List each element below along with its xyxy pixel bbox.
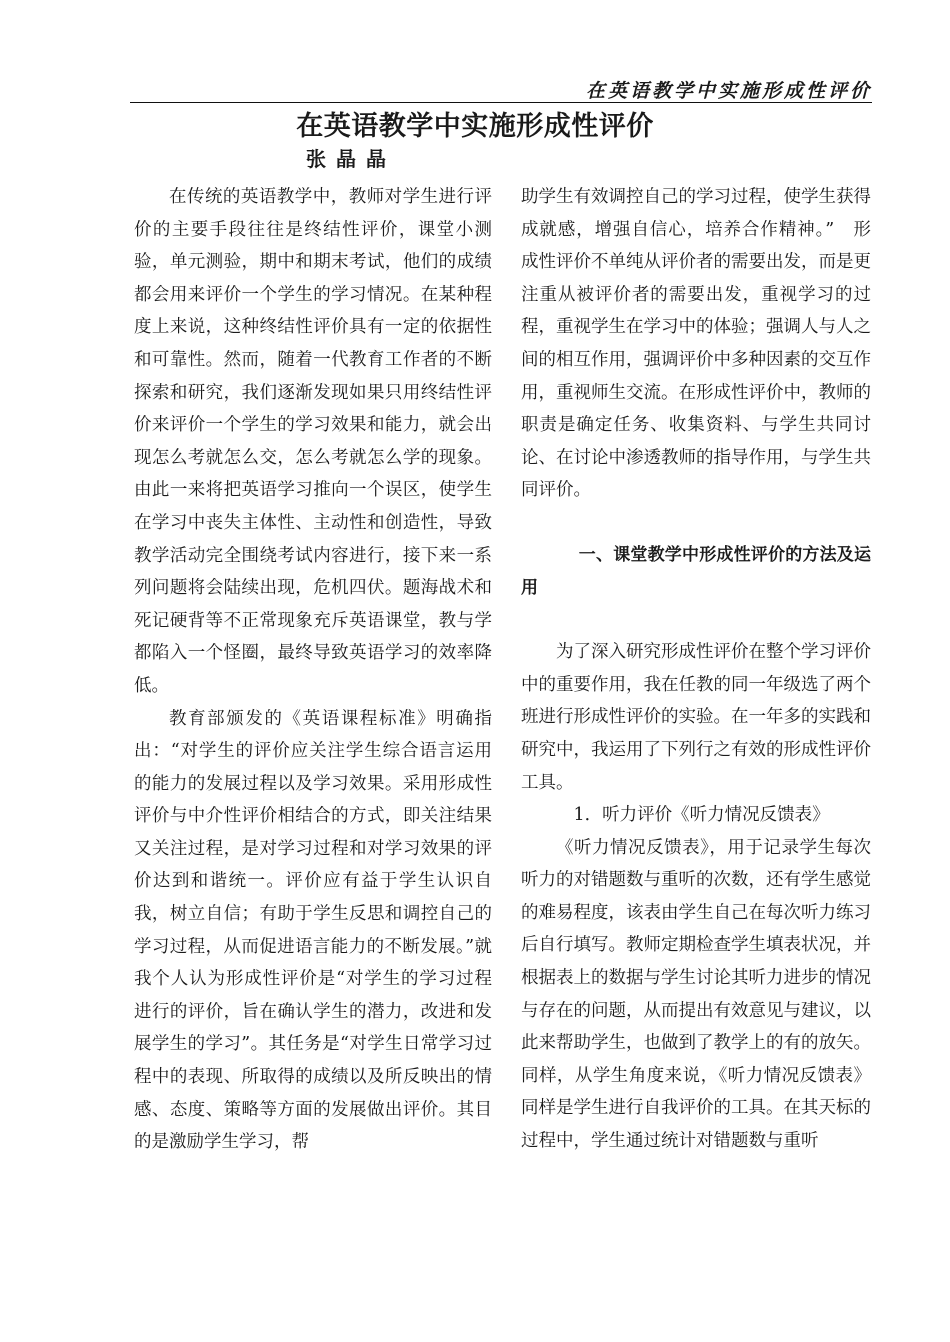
right-column: [521, 181, 871, 1158]
paragraph: 教育部颁发的《英语课程标准》明确指出：“对学生的评价应关注学生综合语言运用的能力的发展过程以及学习效果。采用形成性评价与中介性评价相结合的方式，即关注结果又关注过程，是对学习过程和对学习效果的评价达到和谐统一。评价应有益于学生认识自我，树立自信；有助于学生反思和调控自己的学习过程，从而促进语言能力的不断发展。”就我个人认为形成性评价是“对学生的学习过程进行的评价，旨在确认学生的潜力，改进和发展学生的学习”。其任务是“对学生日常学习过程中的表现、所取得的成绩以及所反映出的情感、态度、策略等方面的发展做出评价。其目的是激励学生学习，帮: [134, 708, 492, 1153]
list-item-heading: 1．听力评价《听力情况反馈表》: [573, 805, 830, 826]
running-header: 在英语教学中实施形成性评价: [585, 80, 872, 102]
article-title: 在英语教学中实施形成性评价: [296, 111, 654, 142]
paragraph: 《听力情况反馈表》，用于记录学生每次听力的对错题数与重听的次数，还有学生感觉的难易程度，该表由学生自己在每次听力练习后自行填写。教师定期检查学生填表状况，并根据表上的数据与学生讨论其听力进步的情况与存在的问题，从而提出有效意见与建议，以此来帮助学生，也做到了教学上的有的放矢。同样，从学生角度来说，《听力情况反馈表》同样是学生进行自我评价的工具。在其天标的过程中，学生通过统计对错题数与重听: [521, 837, 871, 1152]
paragraph: 在传统的英语教学中，教师对学生进行评价的主要手段往往是终结性评价，课堂小测验，单元测验，期中和期末考试，他们的成绩都会用来评价一个学生的学习情况。在某种程度上来说，这种终结性评价具有一定的依据性和可靠性。然而，随着一代教育工作者的不断探索和研究，我们逐渐发现如果只用终结性评价来评价一个学生的学习效果和能力，就会出现怎么考就怎么交，怎么考就怎么学的现象。由此一来将把英语学习推向一个误区，使学生在学习中丧失主体性、主动性和创造性，导致教学活动完全围绕考试内容进行，接下来一系列问题将会陆续出现，危机四伏。题海战术和死记硬背等不正常现象充斥英语课堂，教与学都陷入一个怪圈，最终导致英语学习的效率降低。: [134, 187, 492, 696]
header-rule: [130, 102, 872, 103]
author-name: 张晶晶: [306, 147, 396, 171]
left-column: [134, 181, 492, 1159]
paragraph: 为了深入研究形成性评价在整个学习评价中的重要作用，我在任教的同一年级选了两个班进行形成性评价的实验。在一年多的实践和研究中，我运用了下列行之有效的形成性评价工具。: [521, 642, 871, 793]
paragraph: 助学生有效调控自己的学习过程，使学生获得成就感，增强自信心，培养合作精神。” 形成性评价不单纯从评价者的需要出发，而是更注重从被评价者的需要出发，重视学习的过程，重视学生在学习中的体验；强调人与人之间的相互作用，强调评价中多种因素的交互作用，重视师生交流。在形成性评价中，教师的职责是确定任务、收集资料、与学生共同讨论、在讨论中渗透教师的指导作用，与学生共同评价。: [521, 187, 871, 501]
section-heading: 一、课堂教学中形成性评价的方法及运用: [521, 544, 871, 598]
